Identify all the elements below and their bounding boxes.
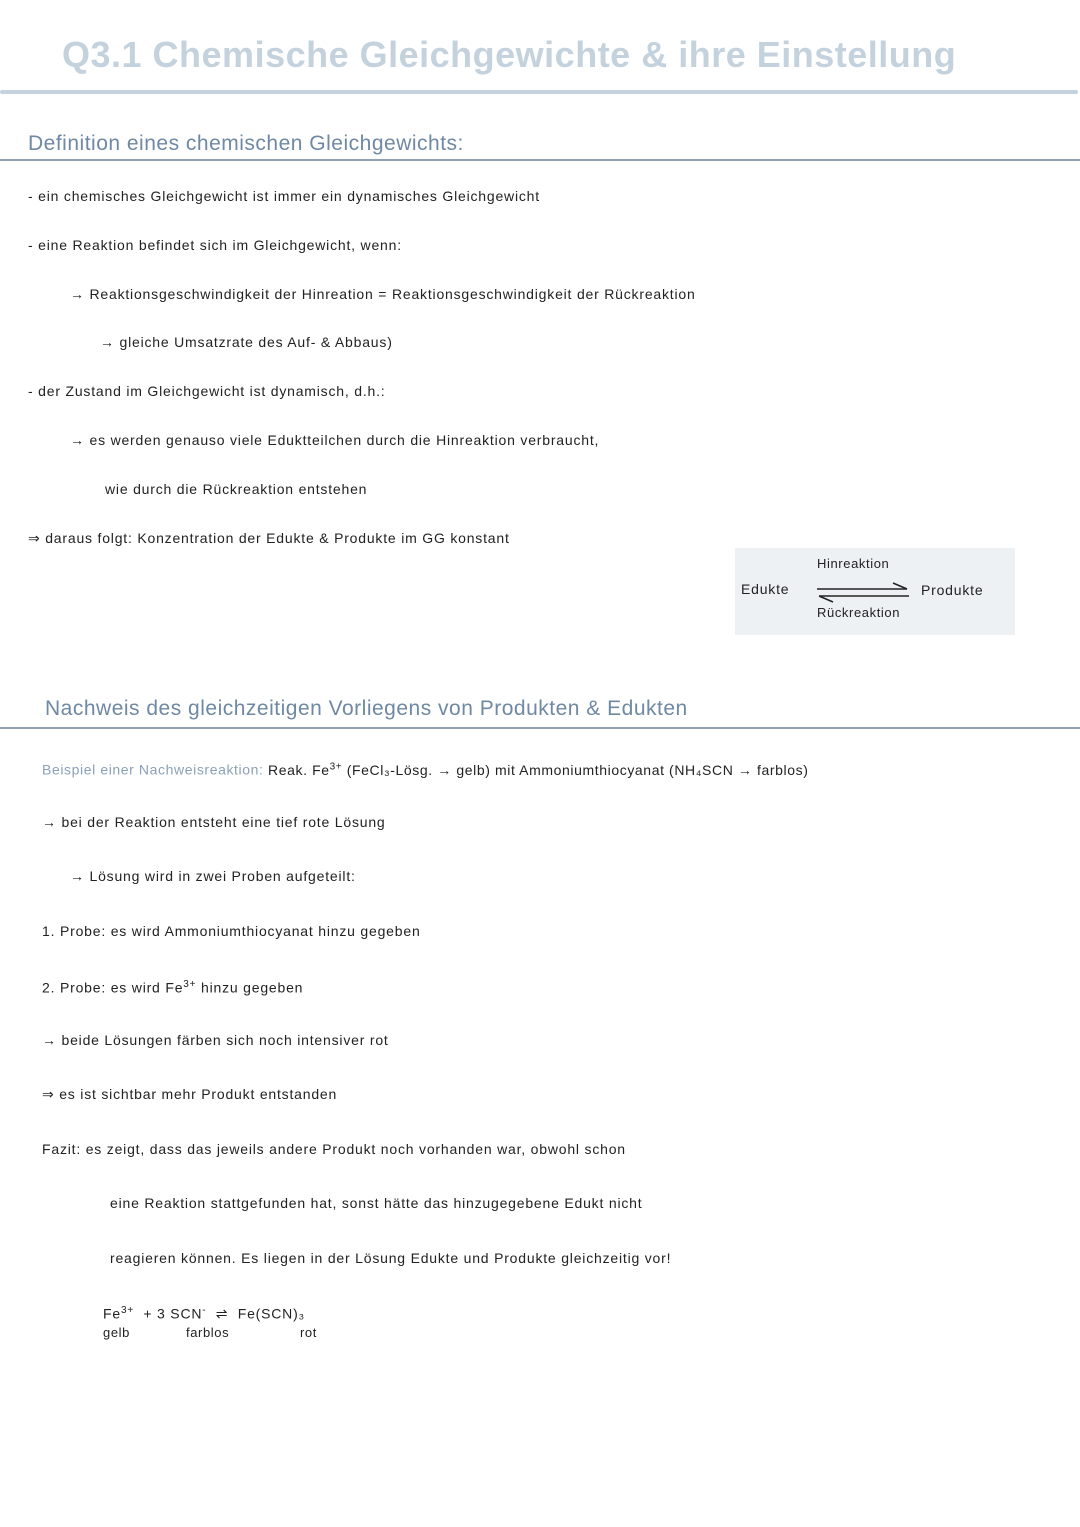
note-line: → es werden genauso viele Eduktteilchen durch die Hinreaktion verbraucht, <box>70 432 600 448</box>
label-farblos: farblos <box>186 1325 230 1340</box>
label-rot: rot <box>300 1325 317 1340</box>
example-line <box>42 758 808 779</box>
note-line: - der Zustand im Gleichgewicht ist dynamisch, d.h.: <box>28 383 386 399</box>
section1-heading: Definition eines chemischen Gleichgewichts: <box>28 132 464 155</box>
example-text: Reak. $Fe^{3+}$ (FeCl₃-Lösg. → gelb) mit Ammoniumthiocyanat (NH₄SCN → farblos) <box>268 761 809 778</box>
note-line: 1. Probe: es wird Ammoniumthiocyanat hinzu gegeben <box>42 923 421 939</box>
note-line: → Lösung wird in zwei Proben aufgeteilt: <box>70 868 356 884</box>
note-line: ⇒ daraus folgt: Konzentration der Edukte & Produkte im GG konstant <box>28 530 510 546</box>
example-label: Beispiel einer Nachweisreaktion: <box>42 761 264 778</box>
note-line: 2. Probe: es wird $Fe^{3+}$ hinzu gegeben <box>42 979 304 996</box>
page-title: Q3.1 Chemische Gleichgewichte & ihre Einstellung <box>62 34 957 75</box>
note-line: → beide Lösungen färben sich noch intensiver rot <box>42 1032 389 1048</box>
title-underline <box>0 90 1078 94</box>
diagram-edukte: Edukte <box>741 581 790 597</box>
section1-underline <box>0 159 1080 161</box>
equilibrium-arrows-icon <box>817 582 909 604</box>
note-line: Fazit: es zeigt, dass das jeweils andere Produkt noch vorhanden war, obwohl schon <box>42 1141 626 1157</box>
note-line: eine Reaktion stattgefunden hat, sonst hätte das hinzugegebene Edukt nicht <box>110 1195 643 1211</box>
label-gelb: gelb <box>103 1325 130 1340</box>
section2-heading: Nachweis des gleichzeitigen Vorliegens von Produkten & Edukten <box>45 697 688 720</box>
note-line: → gleiche Umsatzrate des Auf- & Abbaus) <box>100 334 393 350</box>
section2-underline <box>0 727 1080 729</box>
diagram-hinreaktion: Hinreaktion <box>817 556 890 571</box>
note-line: → bei der Reaktion entsteht eine tief rote Lösung <box>42 814 386 830</box>
note-line: reagieren können. Es liegen in der Lösung Edukte und Produkte gleichzeitig vor! <box>110 1250 672 1266</box>
note-line: ⇒ es ist sichtbar mehr Produkt entstanden <box>42 1086 338 1102</box>
diagram-produkte: Produkte <box>921 582 984 598</box>
diagram-rueckreaktion: Rückreaktion <box>817 605 901 620</box>
reaction-equation: $Fe^{3+} + 3$ SCN- ⇌ Fe(SCN)₃ <box>103 1305 306 1322</box>
note-line: → Reaktionsgeschwindigkeit der Hinreation = Reaktionsgeschwindigkeit der Rückreaktion <box>70 286 696 302</box>
note-line: wie durch die Rückreaktion entstehen <box>105 481 368 497</box>
note-line: - ein chemisches Gleichgewicht ist immer ein dynamisches Gleichgewicht <box>28 188 540 204</box>
note-line: - eine Reaktion befindet sich im Gleichgewicht, wenn: <box>28 237 402 253</box>
equilibrium-diagram <box>735 548 1015 635</box>
